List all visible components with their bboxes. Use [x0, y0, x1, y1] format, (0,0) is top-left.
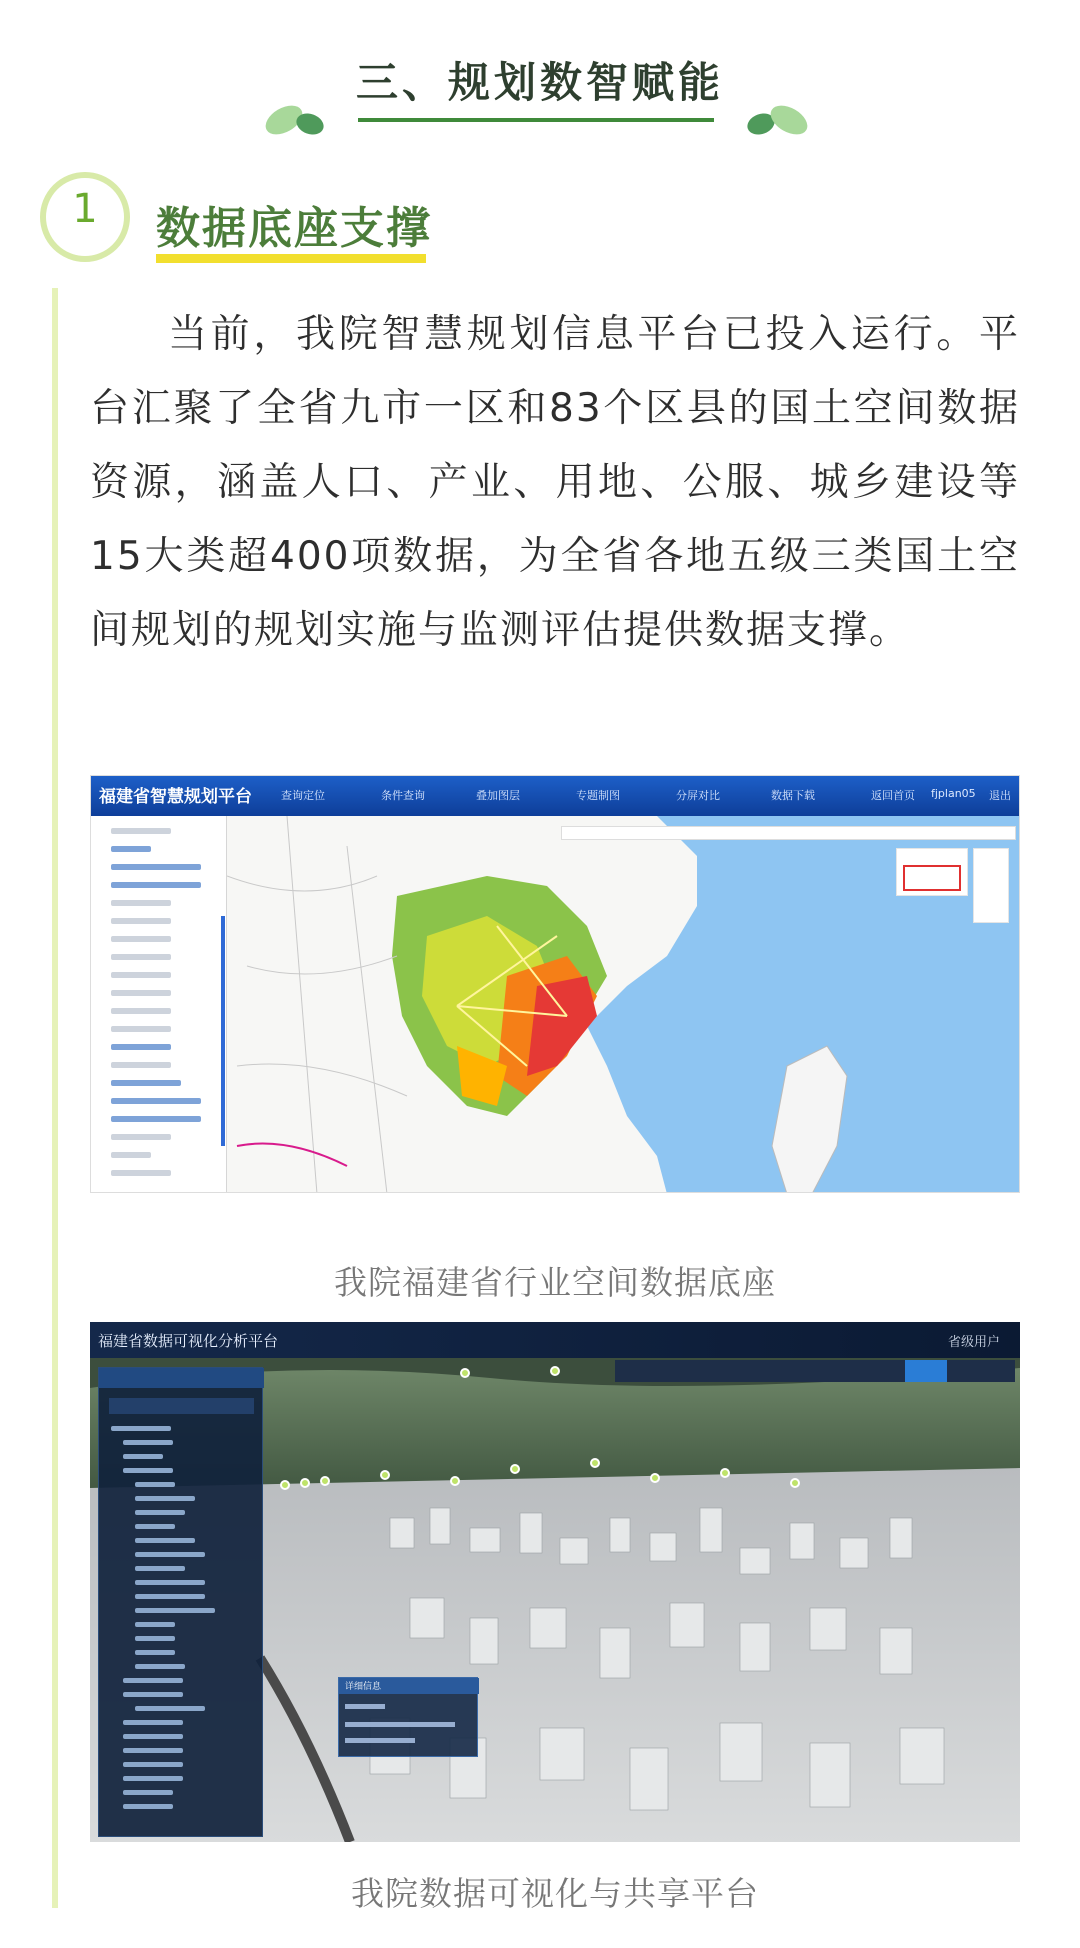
section-header: [0, 40, 1080, 140]
subheading-title: 数据底座支撑: [156, 203, 432, 254]
leaf-decoration-icon: [735, 90, 815, 140]
nav-item: 退出: [989, 789, 1011, 802]
app-header: [91, 776, 1020, 816]
nav-item: 条件查询: [381, 789, 425, 802]
nav-item: 专题制图: [576, 789, 620, 802]
map-toolbar: [561, 826, 1016, 840]
data-catalog-panel: [98, 1367, 263, 1837]
user-menu: 省级用户: [947, 1335, 1000, 1350]
nav-item: 数据下载: [771, 789, 815, 802]
detail-popup: [338, 1677, 478, 1757]
body-paragraph: 当前，我院智慧规划信息平台已投入运行。平台汇聚了全省九市一区和83个区县的国土空间数据资源，涵盖人口、产业、用地、公服、城乡建设等15大类超400项数据，为全省各地五级三类国土空间规划的规划实施与监测评估提供数据支撑。: [90, 312, 1020, 653]
basemap-switcher: [896, 848, 968, 896]
basemap-thumbnails: [973, 848, 1009, 923]
app-title: 福建省智慧规划平台: [99, 787, 252, 807]
caption-2: 我院数据可视化与共享平台: [351, 1874, 759, 1913]
section-title: 三、规划数智赋能: [355, 58, 724, 107]
nav-item: fjplan05: [931, 787, 976, 800]
detail-popup-title: 详细信息: [345, 1682, 382, 1692]
subheading-underline: [156, 254, 426, 263]
app-header: [90, 1322, 1020, 1358]
leaf-decoration-icon: [262, 90, 342, 140]
catalog-search: [109, 1398, 254, 1414]
section-title-underline: [358, 118, 714, 122]
number-badge-label: 1: [72, 186, 98, 232]
toolbar: [615, 1360, 1015, 1382]
nav-item: 查询定位: [281, 789, 325, 802]
left-accent-bar: [52, 288, 58, 1908]
layer-tree-panel: [91, 816, 227, 1193]
app-title: 福建省数据可视化分析平台: [98, 1332, 279, 1350]
platform-screenshot-2: [90, 1322, 1020, 1842]
subheading: [40, 172, 640, 282]
caption-1: 我院福建省行业空间数据底座: [334, 1263, 776, 1302]
platform-screenshot-1: [90, 775, 1020, 1193]
nav-item: 返回首页: [871, 789, 915, 802]
nav-item: 分屏对比: [676, 789, 720, 802]
nav-item: 叠加图层: [476, 789, 520, 802]
